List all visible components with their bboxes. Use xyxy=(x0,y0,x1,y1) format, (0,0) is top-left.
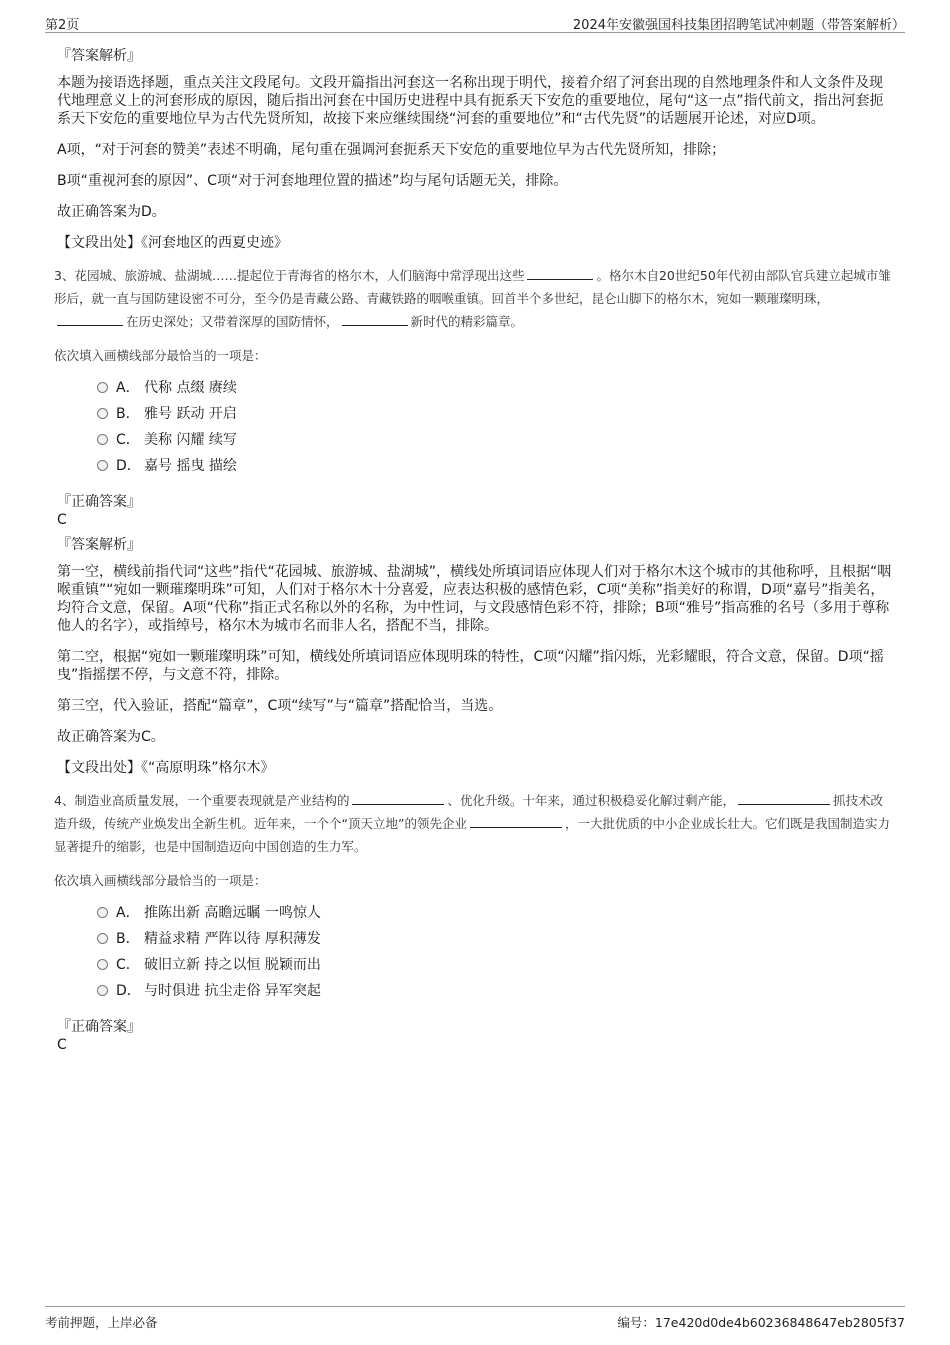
fill-blank xyxy=(352,790,444,805)
q3-prompt: 依次填入画横线部分最恰当的一项是： xyxy=(54,348,267,363)
document-code: 编号：17e420d0de4b60236848647eb2805f37 xyxy=(617,1315,905,1330)
option-letter: A． xyxy=(116,905,140,921)
page-number: 第2页 xyxy=(45,18,80,33)
q4-option-b[interactable] xyxy=(97,930,893,956)
q3-answer-label: 『正确答案』 xyxy=(57,494,141,510)
option-text: 与时俱进 抗尘走俗 异军突起 xyxy=(144,983,321,999)
option-letter: D． xyxy=(116,458,141,474)
q4-text-part: ，一大批优质的中小企业成长壮大。它们既是我国制造实力显著提升的缩影，也是中国制造迈向中国创造的生力军。 xyxy=(54,816,890,854)
q3-text-part: 在历史深处；又带着深厚的国防情怀， xyxy=(126,314,339,329)
radio-icon[interactable] xyxy=(97,985,108,996)
q4-question-text xyxy=(54,789,893,858)
q3-question-text xyxy=(54,264,893,333)
q3-analysis-p3: 第三空，代入验证，搭配“篇章”，C项“续写”与“篇章”搭配恰当，当选。 xyxy=(57,698,503,714)
q2-analysis-label: 『答案解析』 xyxy=(57,48,141,64)
option-text: 代称 点缀 赓续 xyxy=(144,380,237,396)
q4-prompt: 依次填入画横线部分最恰当的一项是： xyxy=(54,873,267,888)
radio-icon[interactable] xyxy=(97,434,108,445)
radio-icon[interactable] xyxy=(97,408,108,419)
option-letter: A． xyxy=(116,380,140,396)
q3-text-part: 新时代的精彩篇章。 xyxy=(410,314,524,329)
option-text: 精益求精 严阵以待 厚积薄发 xyxy=(144,931,321,947)
q3-option-c[interactable] xyxy=(97,431,893,457)
fill-blank xyxy=(527,265,593,280)
q4-option-a[interactable] xyxy=(97,904,893,930)
fill-blank xyxy=(342,311,408,326)
q2-analysis-p3: B项“重视河套的原因”、C项“对于河套地理位置的描述”均与尾句话题无关，排除。 xyxy=(57,173,568,189)
q4-options xyxy=(97,904,893,1008)
q3-option-d[interactable] xyxy=(97,457,893,483)
option-text: 雅号 跃动 开启 xyxy=(144,406,237,422)
radio-icon[interactable] xyxy=(97,382,108,393)
q2-analysis-p4: 故正确答案为D。 xyxy=(57,204,166,220)
option-text: 推陈出新 高瞻远瞩 一鸣惊人 xyxy=(144,905,321,921)
option-letter: C． xyxy=(116,957,140,973)
q3-text-part: 。格尔木自20世纪50年代初由部队官兵建立起城市雏形后，就一直与国防建设密不可分，至今仍是青藏公路、青藏铁路的咽喉重镇。回首半个多世纪，昆仑山脚下的格尔木，宛如一颗璀璨明珠， xyxy=(54,268,891,306)
q3-option-b[interactable] xyxy=(97,405,893,431)
page-footer xyxy=(45,1306,905,1329)
q4-option-d[interactable] xyxy=(97,982,893,1008)
fill-blank xyxy=(738,790,830,805)
q3-source: 【文段出处】《“高原明珠”格尔木》 xyxy=(57,760,275,776)
q4-text-part: 4、制造业高质量发展，一个重要表现就是产业结构的 xyxy=(54,793,350,808)
q3-options xyxy=(97,379,893,483)
q3-analysis-p1: 第一空，横线前指代词“这些”指代“花园城、旅游城、盐湖城”，横线处所填词语应体现人们对于格尔木这个城市的其他称呼，且根据“咽喉重镇”“宛如一颗璀璨明珠”可知，人们对于格尔木十分喜爱，应表达积极的感情色彩，C项“美称”指美好的称谓，D项“嘉号”指美名，均符合文意，保留。A项“代称”指正式名称以外的名称，为中性词，与文段感情色彩不符，排除；B项“雅号”指高雅的名号（多用于尊称他人的名字），或指绰号，格尔木为城市名而非人名，搭配不当，排除。 xyxy=(57,564,892,634)
q3-analysis-label: 『答案解析』 xyxy=(57,537,141,553)
q2-source: 【文段出处】《河套地区的西夏史迹》 xyxy=(57,235,288,251)
q3-answer: C xyxy=(57,512,67,528)
q2-analysis-p2: A项，“对于河套的赞美”表述不明确，尾句重在强调河套扼系天下安危的重要地位早为古代先贤所知，排除； xyxy=(57,142,726,158)
q4-text-part: 、优化升级。十年来，通过积极稳妥化解过剩产能， xyxy=(447,793,735,808)
q3-analysis-p2: 第二空，根据“宛如一颗璀璨明珠”可知，横线处所填词语应体现明珠的特性，C项“闪耀”指闪烁，光彩耀眼，符合文意，保留。D项“摇曳”指摇摆不停，与文意不符，排除。 xyxy=(57,649,884,683)
document-body xyxy=(54,40,893,1060)
q2-analysis-p1: 本题为接语选择题，重点关注文段尾句。文段开篇指出河套这一名称出现于明代，接着介绍了河套出现的自然地理条件和人文条件及现代地理意义上的河套形成的原因，随后指出河套在中国历史进程中具有扼系天下安危的重要地位，尾句“这一点”指代前文，指出河套扼系天下安危的重要地位早为古代先贤所知，故接下来应继续围绕“河套的重要地位”和“古代先贤”的话题展开论述，对应D项。 xyxy=(57,75,884,127)
option-text: 破旧立新 持之以恒 脱颖而出 xyxy=(144,957,321,973)
radio-icon[interactable] xyxy=(97,933,108,944)
option-letter: D． xyxy=(116,983,141,999)
option-letter: C． xyxy=(116,432,140,448)
q4-option-c[interactable] xyxy=(97,956,893,982)
radio-icon[interactable] xyxy=(97,907,108,918)
footer-slogan: 考前押题，上岸必备 xyxy=(45,1315,158,1330)
q3-text-part: 3、花园城、旅游城、盐湖城……提起位于青海省的格尔木，人们脑海中常浮现出这些 xyxy=(54,268,525,283)
option-letter: B． xyxy=(116,931,140,947)
page-header xyxy=(45,12,905,33)
option-letter: B． xyxy=(116,406,140,422)
q3-option-a[interactable] xyxy=(97,379,893,405)
document-title: 2024年安徽强国科技集团招聘笔试冲刺题（带答案解析） xyxy=(572,18,905,33)
fill-blank xyxy=(57,311,123,326)
fill-blank xyxy=(470,813,562,828)
radio-icon[interactable] xyxy=(97,959,108,970)
q4-text-part: 抓技术改造升级，传统产业焕发出全新生机。近年来，一个个“顶天立地”的领先企业 xyxy=(54,793,883,831)
option-text: 嘉号 摇曳 描绘 xyxy=(144,458,237,474)
option-text: 美称 闪耀 续写 xyxy=(144,432,237,448)
q4-answer: C xyxy=(57,1037,67,1053)
radio-icon[interactable] xyxy=(97,460,108,471)
q4-answer-label: 『正确答案』 xyxy=(57,1019,141,1035)
q3-analysis-p4: 故正确答案为C。 xyxy=(57,729,165,745)
